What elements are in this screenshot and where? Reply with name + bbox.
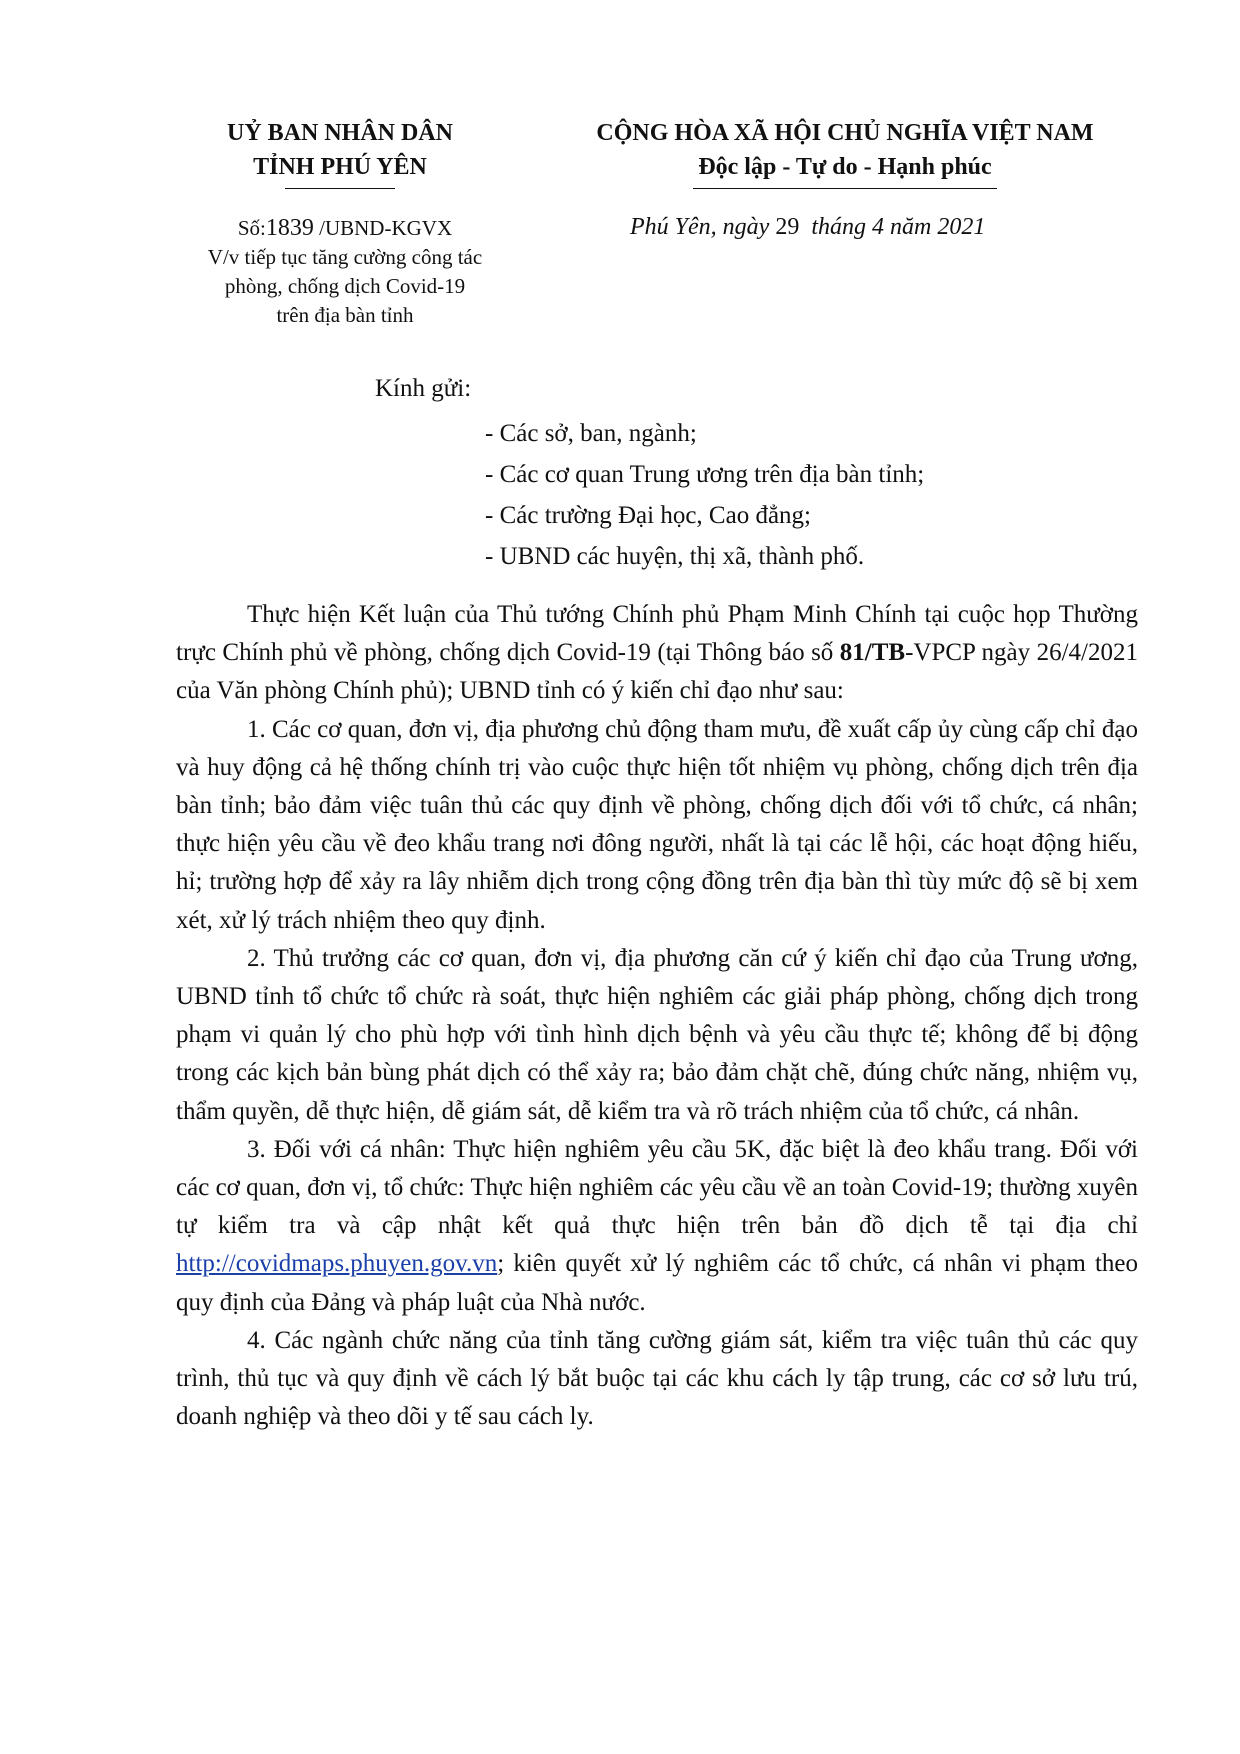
document-reference	[180, 214, 510, 330]
paragraph-3	[176, 1131, 1138, 1322]
motto: Độc lập - Tự do - Hạnh phúc	[698, 154, 992, 180]
paragraph-2: 2. Thủ trưởng các cơ quan, đơn vị, địa phương căn cứ ý kiến chỉ đạo của Trung ương, UBND tỉnh tổ chức tổ chức rà soát, thực hiện nghiêm các giải pháp phòng, chống dịch trong phạm vi quản lý cho phù hợp với tình hình dịch bệnh và yêu cầu thực tế; không để bị động trong các kịch bản bùng phát dịch có thể xảy ra; bảo đảm chặt chẽ, đúng chức năng, nhiệm vụ, thẩm quyền, dễ thực hiện, dễ giám sát, dễ kiểm tra và rõ trách nhiệm của tổ chức, cá nhân.	[176, 944, 1138, 1125]
covidmaps-link[interactable]: http://covidmaps.phuyen.gov.vn	[176, 1250, 498, 1278]
paragraph-4: 4. Các ngành chức năng của tỉnh tăng cường giám sát, kiểm tra việc tuân thủ các quy trình, thủ tục và quy định về cách lý bắt buộc tại các khu cách ly tập trung, các cơ sở lưu trú, doanh nghiệp và theo dõi y tế sau cách ly.	[176, 1326, 1138, 1431]
date-prefix: Phú Yên, ngày	[630, 214, 776, 240]
intro-ref-bold: 81/TB	[839, 639, 906, 667]
authority-line-2: TỈNH PHÚ YÊN	[253, 154, 427, 180]
recipient-item: - Các cơ quan Trung ương trên địa bàn tỉnh;	[485, 461, 925, 488]
p3-text: 3. Đối với cá nhân: Thực hiện nghiêm yêu cầu 5K, đặc biệt là đeo khẩu trang. Đối với các cơ quan, đơn vị, tổ chức: Thực hiện nghiêm các yêu cầu về an toàn Covid-19; thường xuyên tự kiểm tra và cập nhật kết quả thực hiện trên bản đồ dịch tễ tại địa chỉ	[176, 1135, 1138, 1240]
authority-line-1: UỶ BAN NHÂN DÂN	[227, 120, 453, 146]
national-motto	[545, 116, 1145, 184]
motto-underline	[693, 188, 997, 189]
document-number	[180, 214, 510, 243]
date-day: 29	[775, 214, 800, 240]
number-label: Số:	[237, 216, 266, 240]
p3-text-end: ; kiên quyết xử lý nghiêm các tổ chức, cá nhân vi phạm theo quy định của Đảng và pháp luật của Nhà nước.	[176, 1250, 1138, 1316]
document-body	[176, 596, 1138, 1436]
intro-paragraph	[176, 596, 1138, 711]
paragraph-1: 1. Các cơ quan, đơn vị, địa phương chủ động tham mưu, đề xuất cấp ủy cùng cấp chỉ đạo và huy động cả hệ thống chính trị vào cuộc thực hiện tốt nhiệm vụ phòng, chống dịch trên địa bàn tỉnh; bảo đảm việc tuân thủ các quy định về phòng, chống dịch đối với tổ chức, cá nhân; thực hiện yêu cầu về đeo khẩu trang nơi đông người, nhất là tại các lễ hội, các hoạt động hiếu, hỉ; trường hợp để xảy ra lây nhiễm dịch trong cộng đồng trên địa bàn thì tùy mức độ sẽ bị xem xét, xử lý trách nhiệm theo quy định.	[176, 715, 1138, 934]
date-rest: tháng 4 năm 2021	[799, 214, 986, 240]
recipients-label: Kính gửi:	[375, 375, 472, 402]
recipients-list	[485, 413, 924, 577]
recipient-item: - Các trường Đại học, Cao đẳng;	[485, 502, 811, 529]
nation-name: CỘNG HÒA XÃ HỘI CHỦ NGHĨA VIỆT NAM	[596, 120, 1094, 146]
subject-line-2: phòng, chống dịch Covid-19	[224, 274, 466, 298]
recipient-item: - Các sở, ban, ngành;	[485, 420, 697, 447]
intro-text-end: -VPCP ngày 26/4/2021 của Văn phòng Chính phủ); UBND tỉnh có ý kiến chỉ đạo như sau:	[176, 639, 1138, 705]
issuing-authority	[180, 116, 500, 184]
authority-underline	[285, 188, 395, 189]
subject-line-1: V/v tiếp tục tăng cường công tác	[207, 245, 483, 269]
recipient-item: - UBND các huyện, thị xã, thành phố.	[485, 543, 865, 570]
number-value: 1839	[265, 215, 314, 241]
number-suffix: /UBND-KGVX	[313, 216, 453, 240]
place-date	[630, 214, 1090, 241]
intro-text: Thực hiện Kết luận của Thủ tướng Chính phủ Phạm Minh Chính tại cuộc họp Thường trực Chính phủ về phòng, chống dịch Covid-19 (tại Thông báo số	[176, 601, 1138, 667]
subject-line-3: trên địa bàn tỉnh	[276, 303, 414, 327]
